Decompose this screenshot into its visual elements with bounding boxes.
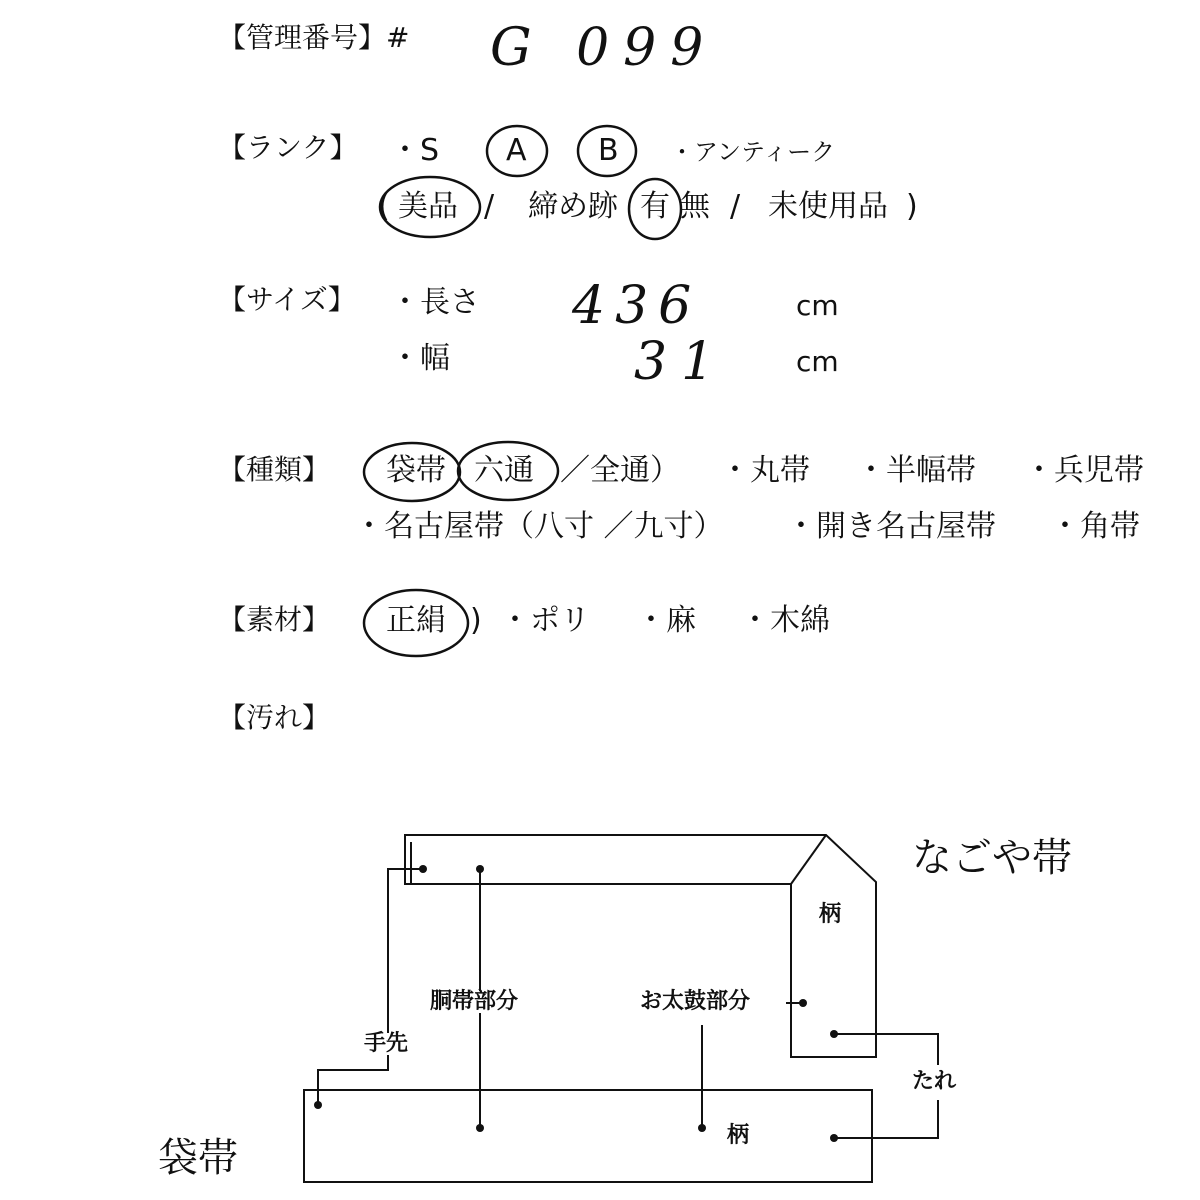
kind-rokutsu: 六通 [474,453,534,488]
tare-connector-top [834,1034,938,1065]
mgmt-value: G 099 [490,18,718,78]
rank-label: 【ランク】 [218,131,358,164]
rank-line2-close: ) [906,189,918,224]
rank-option-s: ・S [390,133,440,168]
size-width-unit: cm [796,345,839,378]
kind-maru: ・丸帯 [720,453,810,488]
size-width-value: 31 [634,332,729,392]
kind-fukuro: 袋帯 [386,453,446,488]
nagoya-obi-fold [791,835,826,884]
gara-top-label: 柄 [819,902,842,927]
rank-slash-2: / [730,189,741,224]
dou-label: 胴帯部分 [430,989,519,1014]
rank-slash-1: / [484,189,495,224]
size-length-label: ・長さ [390,285,480,320]
kind-nagoya: ・名古屋帯（八寸 ／九寸） [354,509,724,544]
size-label: 【サイズ】 [218,283,356,316]
material-asa: ・麻 [636,603,696,638]
nagoya-obi-title: なごや帯 [912,835,1072,881]
rank-option-b: B [598,133,619,168]
kind-zentsu: ／全通） [560,453,680,488]
kind-label: 【種類】 [218,453,331,486]
gara-bottom-label: 柄 [727,1123,750,1148]
kind-kaku: ・角帯 [1050,509,1140,544]
rank-option-a: A [506,133,527,168]
otaiko-label: お太鼓部分 [640,989,751,1014]
size-length-unit: cm [796,289,839,322]
tare-connector-bottom [834,1100,938,1138]
rank-nashi: 無 [680,189,710,224]
kind-hanhaba: ・半幅帯 [856,453,976,488]
nagoya-obi-outline [405,835,876,1057]
size-width-label: ・幅 [390,341,450,376]
stain-label: 【汚れ】 [218,701,331,734]
material-cotton: ・木綿 [740,603,830,638]
material-poly: ・ポリ [500,603,590,638]
fukuro-obi-outline [304,1090,872,1182]
tesaki-label: 手先 [364,1031,409,1056]
rank-line2-open: ( [378,189,390,224]
mgmt-label: 【管理番号】# [218,21,410,54]
material-label: 【素材】 [218,603,331,636]
tare-label: たれ [912,1069,957,1094]
material-close-paren: ) [470,603,482,638]
rank-ari: 有 [640,189,670,224]
rank-unused: 未使用品 [768,189,888,224]
rank-shime: 締め跡 [528,189,618,224]
rank-option-antique: ・アンティーク [670,138,836,166]
kind-heko: ・兵児帯 [1024,453,1144,488]
rank-beauty: 美品 [398,189,458,224]
fukuro-obi-title: 袋帯 [158,1135,238,1181]
size-length-value: 436 [572,276,702,336]
kind-hiraki-nagoya: ・開き名古屋帯 [786,509,996,544]
tesaki-connector [318,869,423,1105]
material-silk: 正絹 [386,603,446,638]
